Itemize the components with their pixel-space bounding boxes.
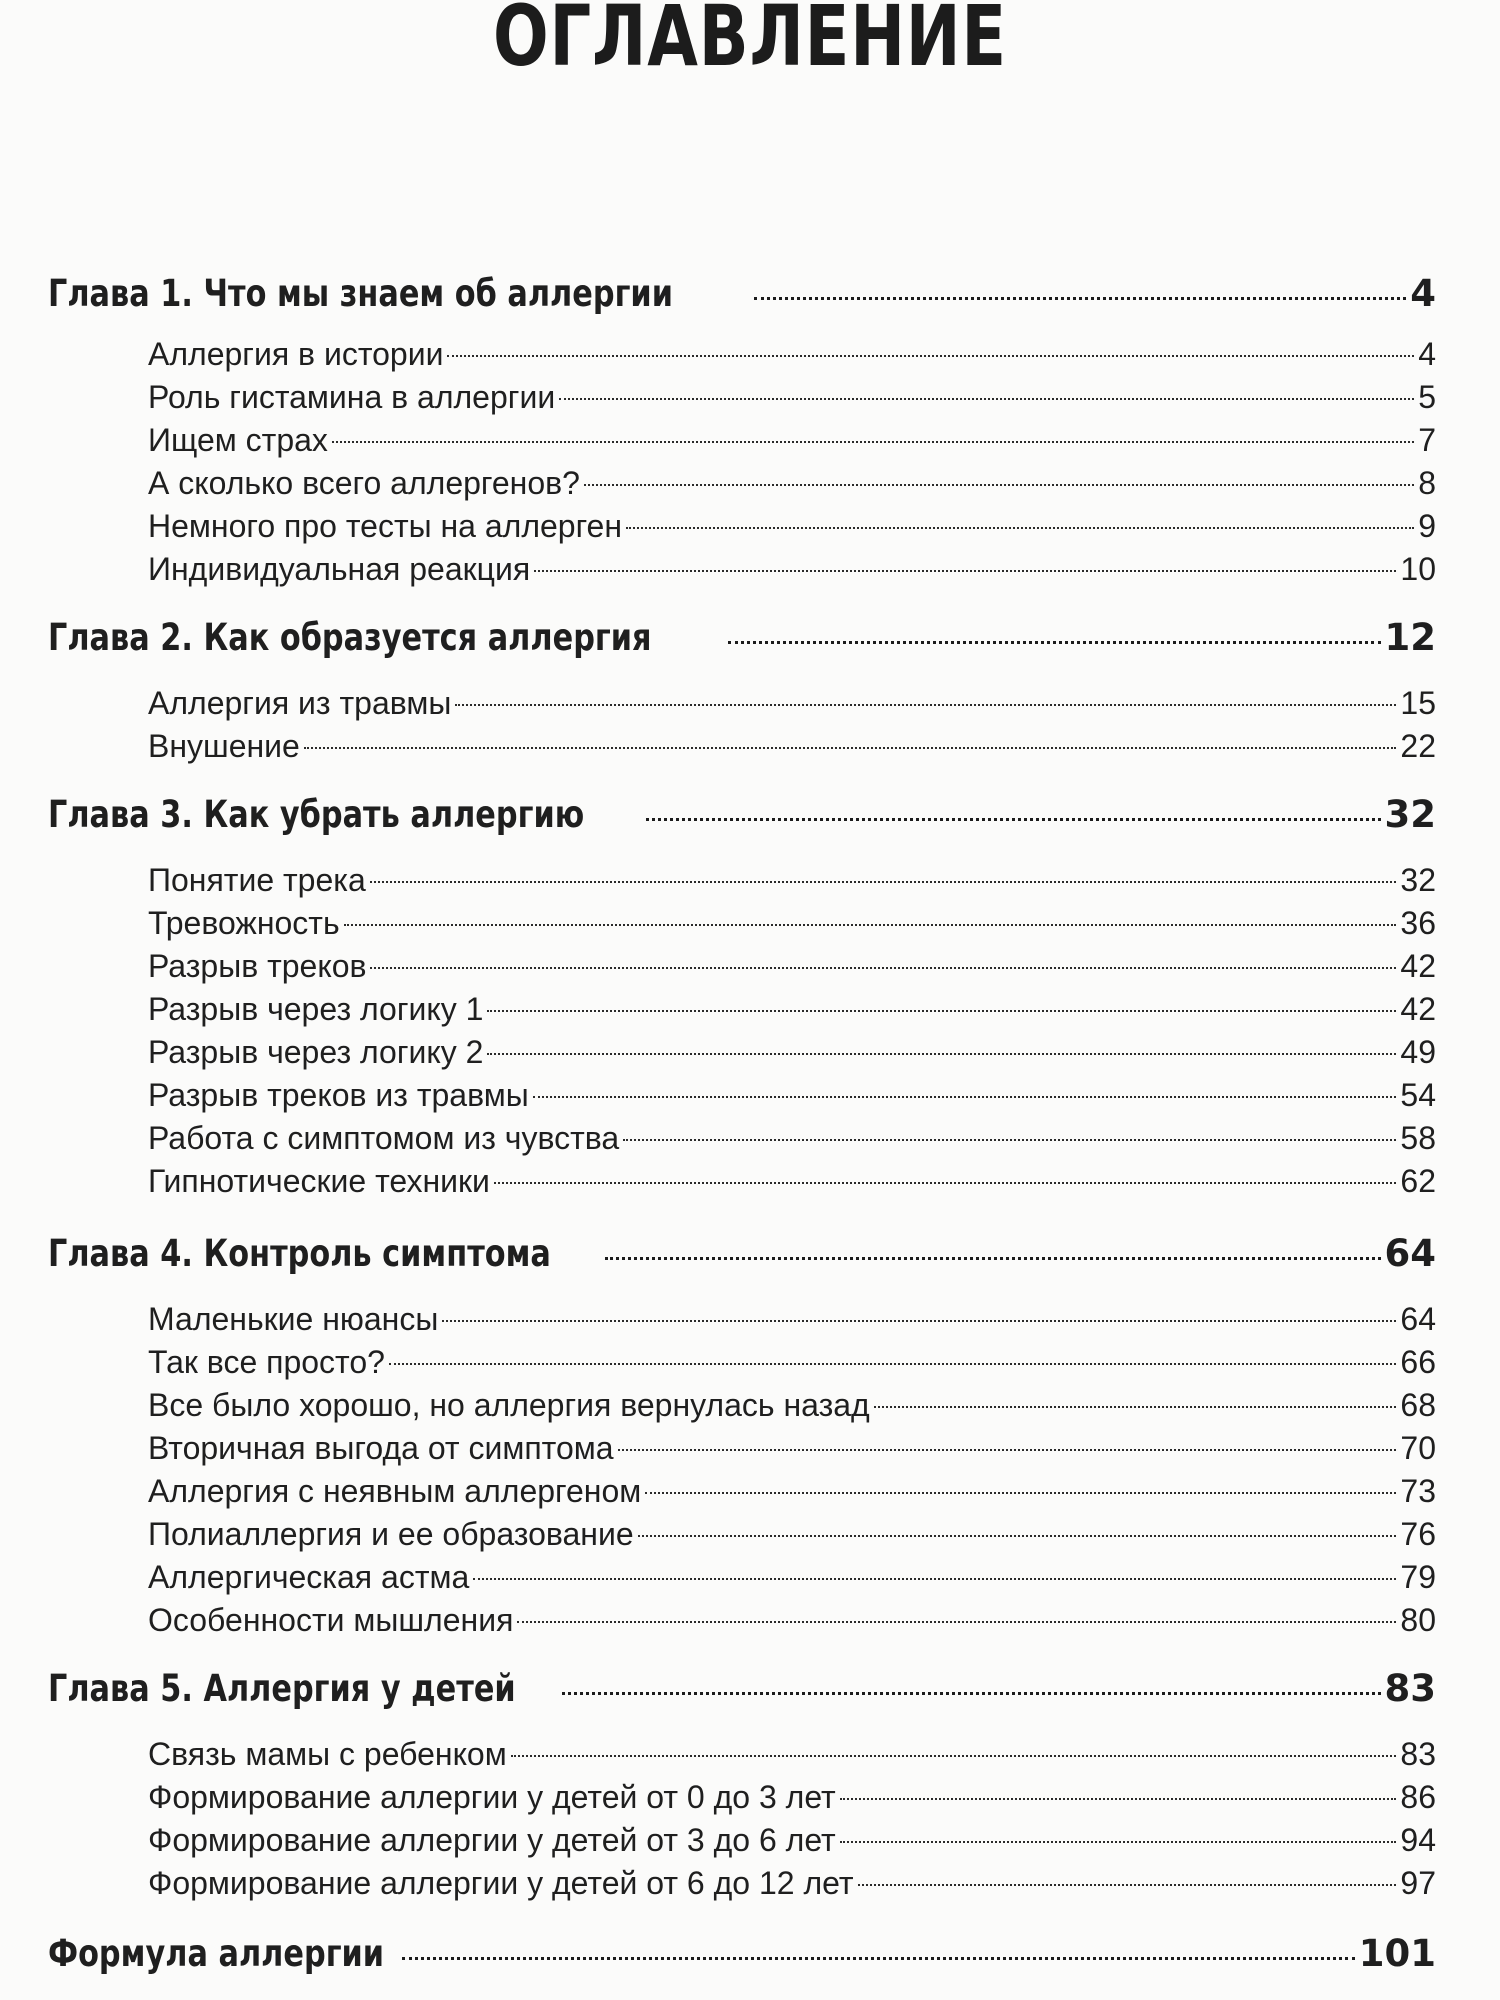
chapter-title: Глава 5. Аллергия у детей [48,1667,516,1710]
dot-leader [562,1690,1380,1695]
dot-leader [389,1361,1396,1365]
section-row [148,989,1436,1029]
chapter-row [48,1932,1436,1976]
dot-leader [874,1404,1397,1408]
section-title: Ищем страх [148,422,328,458]
section-page-number: 66 [1400,1344,1436,1380]
section-row [148,946,1436,986]
section-page-number: 76 [1400,1516,1436,1552]
page-title: ОГЛАВЛЕНИЕ [493,0,1007,85]
chapter-title: Глава 3. Как убрать аллергию [48,793,585,836]
section-row [148,903,1436,943]
section-page-number: 32 [1400,862,1436,898]
dot-leader [304,745,1397,749]
section-title: Формирование аллергии у детей от 0 до 3 лет [148,1779,836,1815]
section-title: Внушение [148,728,300,764]
dot-leader [584,482,1414,486]
section-row [148,1514,1436,1554]
dot-leader [840,1839,1397,1843]
dot-leader [533,1094,1397,1098]
dot-leader [623,1137,1396,1141]
section-page-number: 42 [1400,948,1436,984]
section-row [148,683,1436,723]
section-page-number: 83 [1400,1736,1436,1772]
section-row [148,1428,1436,1468]
section-page-number: 62 [1400,1163,1436,1199]
chapter-page-number: 4 [1410,272,1436,315]
section-page-number: 10 [1400,551,1436,587]
dot-leader [728,639,1381,644]
section-title: Разрыв через логику 2 [148,1034,484,1070]
dot-leader [332,439,1414,443]
section-title: Аллергическая астма [148,1559,470,1595]
section-page-number: 68 [1400,1387,1436,1423]
section-title: Аллергия с неявным аллергеном [148,1473,642,1509]
section-title: Аллергия из травмы [148,685,452,721]
section-title: Формирование аллергии у детей от 6 до 12 лет [148,1865,854,1901]
section-page-number: 58 [1400,1120,1436,1156]
chapter-page-number: 101 [1358,1932,1436,1975]
section-row [148,1557,1436,1597]
dot-leader [442,1318,1396,1322]
section-row [148,334,1436,374]
dot-leader [370,965,1396,969]
section-page-number: 4 [1418,336,1436,372]
section-row [148,1032,1436,1072]
section-row [148,1777,1436,1817]
section-title: Разрыв треков из травмы [148,1077,529,1113]
section-title: А сколько всего аллергенов? [148,465,580,501]
section-title: Понятие трека [148,862,366,898]
chapter-page-number: 64 [1384,1232,1436,1275]
section-page-number: 7 [1418,422,1436,458]
dot-leader [618,1447,1397,1451]
section-page-number: 79 [1400,1559,1436,1595]
dot-leader [511,1753,1397,1757]
section-page-number: 70 [1400,1430,1436,1466]
section-row [148,1118,1436,1158]
dot-leader [455,702,1396,706]
section-page-number: 5 [1418,379,1436,415]
section-title: Немного про тесты на аллерген [148,508,623,544]
section-title: Полиаллергия и ее образование [148,1516,634,1552]
dot-leader [605,1255,1380,1260]
section-row [148,1385,1436,1425]
section-page-number: 80 [1400,1602,1436,1638]
section-row [148,1075,1436,1115]
section-page-number: 15 [1400,685,1436,721]
dot-leader [473,1576,1396,1580]
dot-leader [402,1955,1355,1960]
section-title: Так все просто? [148,1344,385,1380]
dot-leader [517,1619,1396,1623]
dot-leader [344,922,1397,926]
section-title: Разрыв через логику 1 [148,991,484,1027]
section-row [148,1342,1436,1382]
section-title: Формирование аллергии у детей от 3 до 6 лет [148,1822,836,1858]
section-page-number: 36 [1400,905,1436,941]
section-title: Индивидуальная реакция [148,551,531,587]
section-page-number: 54 [1400,1077,1436,1113]
section-title: Разрыв треков [148,948,367,984]
chapter-row [48,1667,1436,1711]
dot-leader [447,353,1414,357]
section-page-number: 86 [1400,1779,1436,1815]
section-row [148,549,1436,589]
dot-leader [638,1533,1397,1537]
dot-leader [646,816,1381,821]
section-page-number: 64 [1400,1301,1436,1337]
chapter-page-number: 83 [1384,1667,1436,1710]
section-page-number: 94 [1400,1822,1436,1858]
section-page-number: 22 [1400,728,1436,764]
dot-leader [487,1008,1396,1012]
section-title: Связь мамы с ребенком [148,1736,507,1772]
section-page-number: 97 [1400,1865,1436,1901]
section-row [148,1734,1436,1774]
dot-leader [840,1796,1397,1800]
section-page-number: 9 [1418,508,1436,544]
dot-leader [754,295,1406,300]
chapter-title: Формула аллергии [48,1932,385,1975]
section-row [148,726,1436,766]
section-row [148,463,1436,503]
section-page-number: 49 [1400,1034,1436,1070]
dot-leader [858,1882,1397,1886]
dot-leader [487,1051,1396,1055]
chapter-page-number: 12 [1384,616,1436,659]
section-title: Тревожность [148,905,340,941]
section-row [148,1820,1436,1860]
section-row [148,1600,1436,1640]
dot-leader [370,879,1397,883]
section-title: Все было хорошо, но аллергия вернулась назад [148,1387,870,1423]
section-row [148,860,1436,900]
chapter-row [48,1232,1436,1276]
section-title: Особенности мышления [148,1602,514,1638]
section-title: Работа с симптомом из чувства [148,1120,620,1156]
dot-leader [626,525,1414,529]
section-page-number: 42 [1400,991,1436,1027]
section-row [148,506,1436,546]
section-title: Вторичная выгода от симптома [148,1430,614,1466]
dot-leader [559,396,1414,400]
chapter-title: Глава 4. Контроль симптома [48,1232,551,1275]
chapter-row [48,793,1436,837]
section-title: Роль гистамина в аллергии [148,379,556,415]
section-row [148,1863,1436,1903]
chapter-row [48,272,1436,316]
section-row [148,377,1436,417]
chapter-title: Глава 2. Как образуется аллергия [48,616,652,659]
section-page-number: 73 [1400,1473,1436,1509]
chapter-title: Глава 1. Что мы знаем об аллергии [48,272,673,315]
chapter-row [48,616,1436,660]
section-row [148,1299,1436,1339]
dot-leader [534,568,1396,572]
dot-leader [494,1180,1397,1184]
section-page-number: 8 [1418,465,1436,501]
section-title: Маленькие нюансы [148,1301,439,1337]
dot-leader [645,1490,1396,1494]
section-row [148,1471,1436,1511]
section-title: Гипнотические техники [148,1163,490,1199]
section-row [148,1161,1436,1201]
section-title: Аллергия в истории [148,336,444,372]
chapter-page-number: 32 [1384,793,1436,836]
section-row [148,420,1436,460]
